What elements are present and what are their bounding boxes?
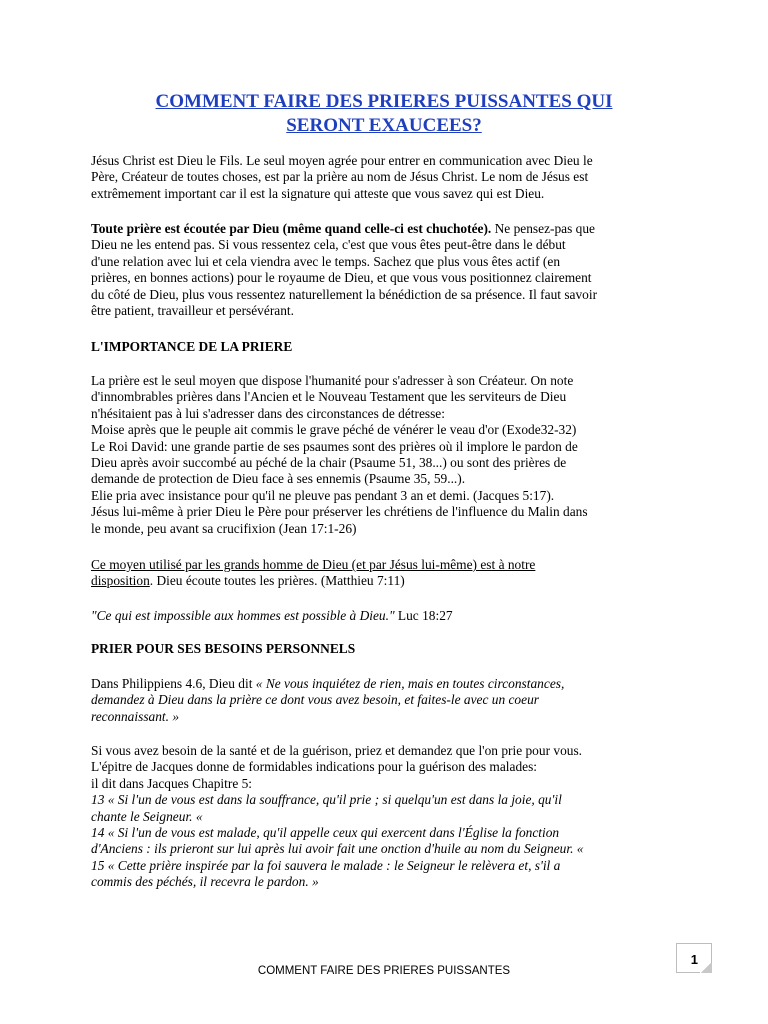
intro-paragraph <box>91 153 691 202</box>
title-line: SERONT EXAUCEES? <box>286 115 482 136</box>
text-line: n'hésitaient pas à lui s'adresser dans des circonstances de détresse: <box>91 405 445 421</box>
verse-line: d'Anciens : ils prieront sur lui après lui avoir fait une onction d'huile au nom du Seigneur. « <box>91 841 584 857</box>
text-fragment: Dans Philippiens 4.6, Dieu dit <box>91 676 256 691</box>
text-line: L'épitre de Jacques donne de formidables indications pour la guérison des malades: <box>91 759 538 775</box>
healing-paragraph <box>91 743 691 891</box>
text-line: Moise après que le peuple ait commis le grave péché de vénérer le veau d'or (Exode32-32) <box>91 422 577 438</box>
underlined-text: disposition <box>91 573 150 589</box>
title-line: COMMENT FAIRE DES PRIERES PUISSANTES QUI <box>155 91 613 112</box>
text-line: du côté de Dieu, plus vous ressentez naturellement la bénédiction de sa présence. Il faut savoir <box>91 286 598 302</box>
verse-line: 14 « Si l'un de vous est malade, qu'il appelle ceux qui exercent dans l'Église la fonction <box>91 825 560 841</box>
bold-statement: Toute prière est écoutée par Dieu (même quand celle-ci est chuchotée). <box>91 221 492 236</box>
prayer-heard-paragraph <box>91 221 691 319</box>
text-fragment: . Dieu écoute toutes les prières. (Matthieu 7:11) <box>149 573 405 589</box>
text-line: Dieu ne les entend pas. Si vous ressentez cela, c'est que vous êtes peut-être dans le début <box>91 237 566 253</box>
text-line <box>91 676 691 692</box>
philippians-paragraph <box>91 676 691 725</box>
verse-line: chante le Seigneur. « <box>91 808 203 824</box>
text-line: extrêmement important car il est la signature qui atteste que vous savez qui est Dieu. <box>91 185 545 201</box>
importance-paragraph <box>91 373 691 537</box>
text-line: il dit dans Jacques Chapitre 5: <box>91 775 253 791</box>
text-line: Jésus Christ est Dieu le Fils. Le seul moyen agrée pour entrer en communication avec Dieu le <box>91 153 593 168</box>
underlined-text: Ce moyen utilisé par les grands homme de Dieu (et par Jésus lui-même) est à notre <box>91 557 536 572</box>
text-line <box>91 573 691 589</box>
text-line <box>91 221 691 237</box>
text-line: La prière est le seul moyen que dispose l'humanité pour s'adresser à son Créateur. On note <box>91 373 574 388</box>
text-line <box>91 557 691 573</box>
verse-line: 15 « Cette prière inspirée par la foi sauvera le malade : le Seigneur le relèvera et, s'il a <box>91 857 561 873</box>
scripture-quote <box>91 608 691 624</box>
document-title <box>88 90 680 138</box>
text-line: Si vous avez besoin de la santé et de la guérison, priez et demandez que l'on prie pour vous. <box>91 743 583 758</box>
text-line: d'une relation avec lui et cela viendra avec le temps. Sachez que plus vous êtes actif (en <box>91 253 561 269</box>
text-line: le monde, peu avant sa crucifixion (Jean 17:1-26) <box>91 520 357 536</box>
text-line: reconnaissant. » <box>91 708 180 724</box>
text-line: Elie pria avec insistance pour qu'il ne pleuve pas pendant 3 an et demi. (Jacques 5:17). <box>91 487 555 503</box>
quote-reference: Luc 18:27 <box>394 608 453 623</box>
text-line: Père, Créateur de toutes choses, est par la prière au nom de Jésus Christ. Le nom de Jésus est <box>91 169 589 185</box>
page-footer: COMMENT FAIRE DES PRIERES PUISSANTES <box>257 965 511 977</box>
page-number: 1 <box>690 952 698 967</box>
availability-paragraph <box>91 557 691 590</box>
text-line: Dieu après avoir succombé au péché de la chair (Psaume 51, 38...) ou sont des prières de <box>91 455 567 471</box>
text-line: Le Roi David: une grande partie de ses psaumes sont des prières où il implore le pardon de <box>91 438 578 454</box>
verse-line: commis des péchés, il recevra le pardon. » <box>91 874 319 890</box>
text-line: demande de protection de Dieu face à ses ennemis (Psaume 35, 59...). <box>91 471 466 487</box>
text-line: Jésus lui-même à prier Dieu le Père pour préserver les chrétiens de l'influence du Malin dans <box>91 504 588 520</box>
section-heading: L'IMPORTANCE DE LA PRIERE <box>91 339 293 354</box>
text-line: être patient, travailleur et persévérant. <box>91 303 294 319</box>
text-line <box>91 608 691 624</box>
quote-text: « Ne vous inquiétez de rien, mais en toutes circonstances, <box>255 676 565 691</box>
text-fragment: Ne pensez-pas que <box>491 221 595 236</box>
section-heading: PRIER POUR SES BESOINS PERSONNELS <box>91 641 356 656</box>
quote-text: "Ce qui est impossible aux hommes est possible à Dieu." <box>91 608 395 623</box>
text-line: prières, en bonnes actions) pour le royaume de Dieu, et que vous vous positionnez clairement <box>91 270 592 286</box>
text-line: d'innombrables prières dans l'Ancien et le Nouveau Testament que les serviteurs de Dieu <box>91 389 567 405</box>
verse-line: 13 « Si l'un de vous est dans la souffrance, qu'il prie ; si quelqu'un est dans la joie, qu'il <box>91 792 562 808</box>
text-line: demandez à Dieu dans la prière ce dont vous avez besoin, et faites-le avec un coeur <box>91 692 539 708</box>
